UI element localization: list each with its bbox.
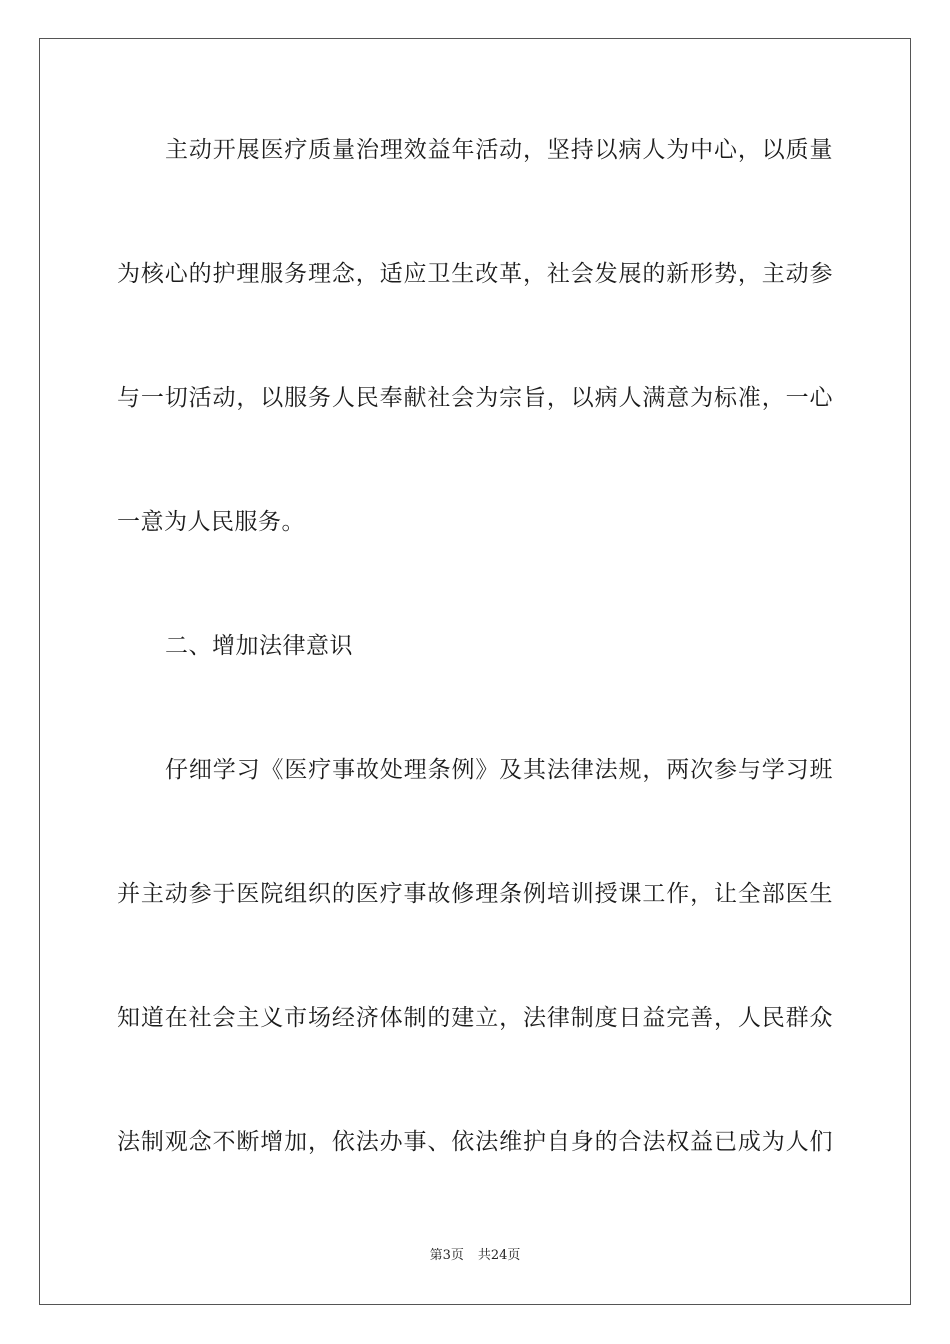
section-heading: 二、增加法律意识 <box>165 633 353 659</box>
paragraph-line: 为核心的护理服务理念，适应卫生改革，社会发展的新形势，主动参 <box>117 261 833 287</box>
paragraph-line: 一意为人民服务。 <box>117 509 305 535</box>
paragraph-line: 知道在社会主义市场经济体制的建立，法律制度日益完善，人民群众 <box>117 1005 833 1031</box>
paragraph-line: 与一切活动，以服务人民奉献社会为宗旨，以病人满意为标准，一心 <box>117 385 833 411</box>
paragraph-line: 仔细学习《医疗事故处理条例》及其法律法规，两次参与学习班 <box>165 757 833 783</box>
page-number: 第3页 <box>429 1248 464 1263</box>
paragraph-line: 法制观念不断增加，依法办事、依法维护自身的合法权益已成为人们 <box>117 1129 833 1155</box>
page-total: 共24页 <box>477 1248 521 1263</box>
page-footer <box>0 1247 950 1265</box>
paragraph-line: 主动开展医疗质量治理效益年活动，坚持以病人为中心，以质量 <box>165 137 833 163</box>
paragraph-line: 并主动参于医院组织的医疗事故修理条例培训授课工作，让全部医生 <box>117 881 833 907</box>
page-border <box>39 38 911 1305</box>
